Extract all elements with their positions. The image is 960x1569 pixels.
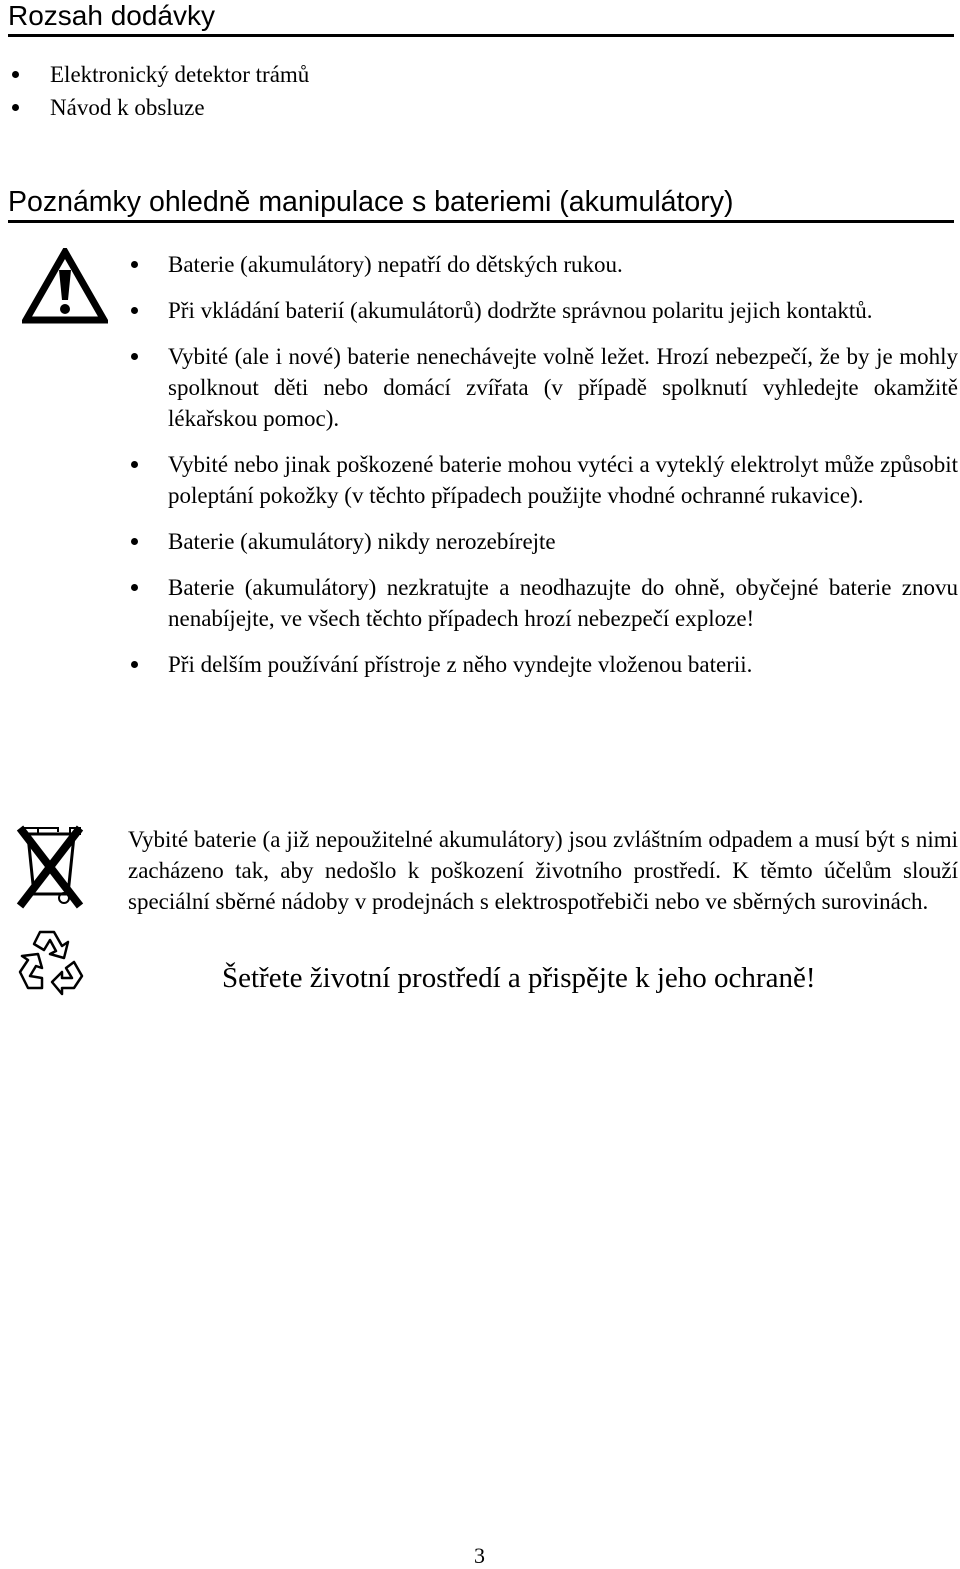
battery-notes-heading: Poznámky ohledně manipulace s bateriemi (akumulátory) [8, 186, 954, 223]
list-item: Baterie (akumulátory) nezkratujte a neodhazujte do ohně, obyčejné baterie znovu nenabíjejte, ve všech těchto případech hrozí nebezpečí exploze! [168, 572, 958, 634]
list-item: Elektronický detektor trámů [0, 58, 309, 91]
page-number: 3 [474, 1543, 485, 1568]
battery-notes-list [168, 249, 958, 695]
list-item: Baterie (akumulátory) nepatří do dětských rukou. [168, 249, 958, 280]
list-item: Vybité (ale i nové) baterie nenechávejte volně ležet. Hrozí nebezpečí, že by je mohly spolknout děti nebo domácí zvířata (v případě spolknutí vyhledejte okamžitě lékařskou pomoc). [168, 341, 958, 434]
recycle-icon [14, 926, 88, 998]
list-item: Návod k obsluze [0, 91, 309, 124]
environment-slogan: Šetřete životní prostředí a přispějte k jeho ochraně! [222, 962, 816, 994]
crossed-out-wheelie-bin-icon [14, 824, 86, 910]
list-item: Vybité nebo jinak poškozené baterie mohou vytéci a vyteklý elektrolyt může způsobit poleptání pokožky (v těchto případech použijte vhodné ochranné rukavice). [168, 449, 958, 511]
scope-list [0, 58, 309, 124]
list-item: Při delším používání přístroje z něho vyndejte vloženou baterii. [168, 649, 958, 680]
list-item: Baterie (akumulátory) nikdy nerozebírejte [168, 526, 958, 557]
disposal-text: Vybité baterie (a již nepoužitelné akumulátory) jsou zvláštním odpadem a musí být s nimi zacházeno tak, aby nedošlo k poškození životního prostředí. K těmto účelům slouží speciální sběrné nádoby v prodejnách s elektrospotřebiči nebo ve sběrných surovinách. [128, 827, 958, 914]
scope-heading: Rozsah dodávky [8, 0, 954, 37]
warning-triangle-icon [22, 248, 108, 324]
list-item: Při vkládání baterií (akumulátorů) dodržte správnou polaritu jejich kontaktů. [168, 295, 958, 326]
